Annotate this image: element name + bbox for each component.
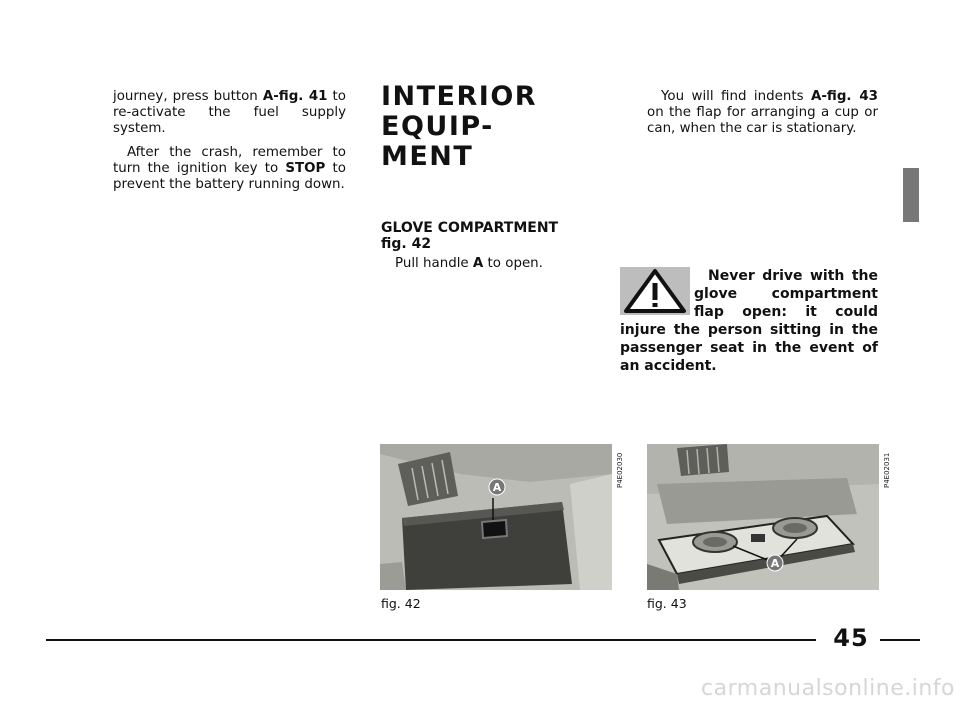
subsection-fig-ref: fig. 42: [381, 236, 432, 252]
left-column: [113, 89, 346, 193]
text-span: After the crash, remember to turn the ignition key to: [113, 145, 346, 176]
text-span: on the flap for arranging a cup or can, when the car is stationary.: [647, 105, 878, 136]
paragraph-open-handle: [381, 256, 611, 272]
handle-label: A: [472, 256, 484, 271]
paragraph-indents: [647, 89, 878, 137]
figure-glove-compartment-open: [647, 444, 879, 590]
figure-callout-label: A: [492, 481, 502, 494]
warning-triangle-icon: [620, 267, 690, 315]
figure-caption: fig. 43: [647, 596, 687, 611]
figure-caption: fig. 42: [381, 596, 421, 611]
figure-glove-compartment-closed: [380, 444, 612, 590]
figure-code: P4E02031: [883, 452, 891, 488]
text-span: Pull handle: [395, 256, 473, 271]
section-title-line1: INTERIOR EQUIP-: [381, 81, 538, 142]
footer-rule: [46, 639, 816, 641]
text-span: journey, press button: [113, 89, 263, 104]
page-number: 45: [833, 624, 869, 652]
text-span: You will find indents: [661, 89, 811, 104]
warning-text: Never drive with the glove compartment flap open: it could injure the person sitting in the passenger seat in the event of an accident.: [620, 268, 878, 374]
right-column: [647, 89, 878, 137]
fig-reference: A-fig. 41: [262, 89, 328, 104]
chapter-tab-marker: [903, 168, 919, 222]
watermark: carmanualsonline.info: [701, 676, 955, 701]
middle-column: [381, 82, 611, 272]
paragraph-ignition: [113, 145, 346, 193]
figure-callout-label: A: [770, 557, 780, 570]
paragraph-fuel-supply: [113, 89, 346, 137]
footer-rule: [880, 639, 920, 641]
section-title-line2: MENT: [381, 141, 474, 172]
figure-code: P4E02030: [616, 452, 624, 488]
warning-box: [620, 267, 878, 375]
subsection-title: GLOVE COMPARTMENT: [381, 220, 559, 236]
fig-reference: A-fig. 43: [811, 89, 878, 104]
text-span: to re-activate the fuel supply system.: [113, 89, 346, 136]
text-span: to prevent the battery running down.: [113, 161, 346, 192]
text-span: to open.: [483, 256, 543, 271]
section-title: [381, 82, 611, 172]
stop-keyword: STOP: [285, 161, 326, 176]
